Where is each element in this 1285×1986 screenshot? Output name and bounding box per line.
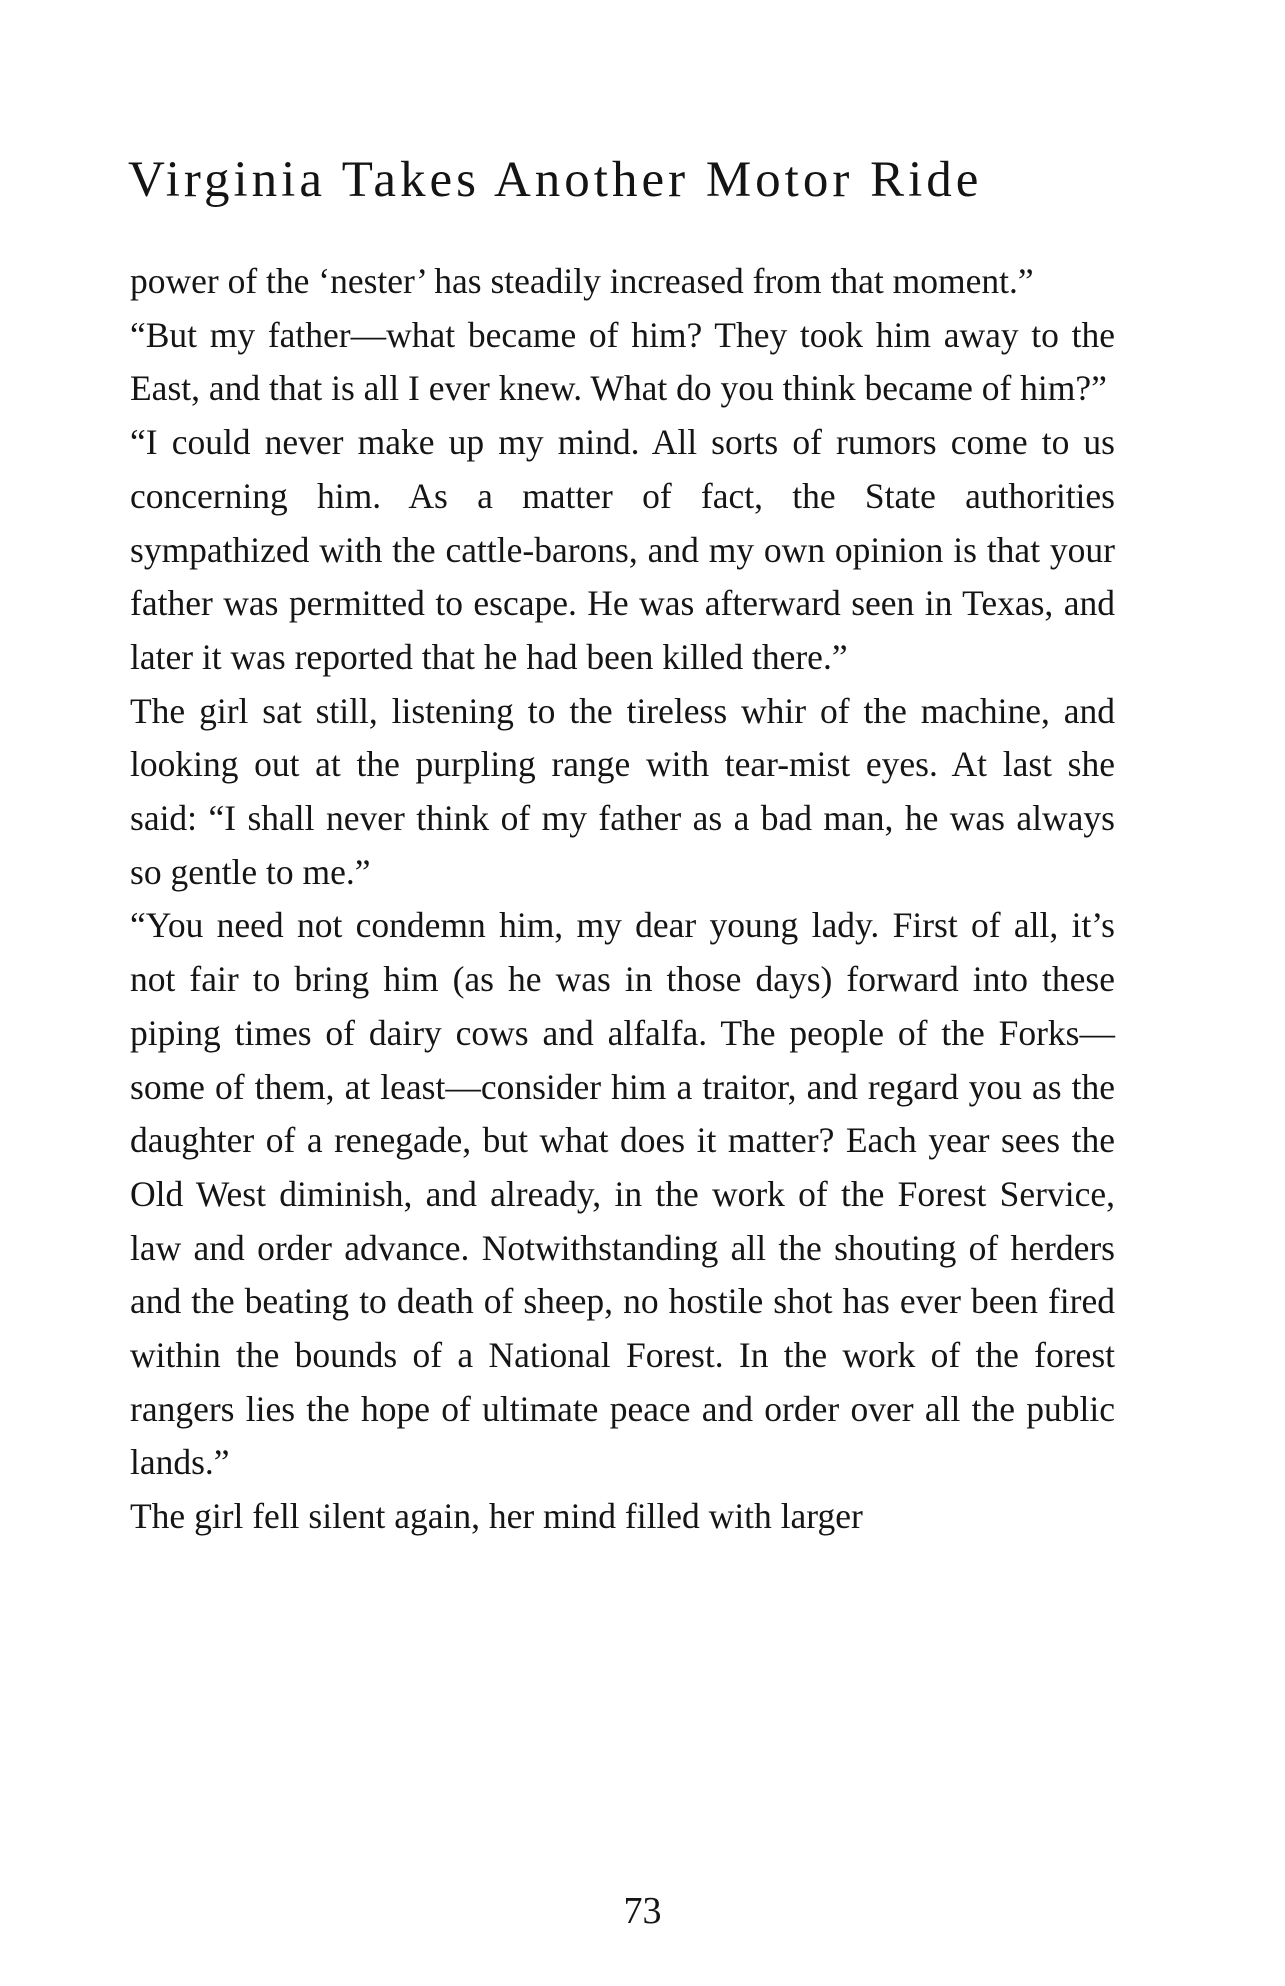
paragraph-condemn: “You need not condemn him, my dear young lady. First of all, it’s not fair to bring him (as he was in those days) forward into these piping times of dairy cows and alfalfa. The people of the Forks—some of them, at least—consider him a traitor, and regard you as the daughter of a renegade, but what does it matter? Each year sees the Old West diminish, and already, in the work of the Forest Service, law and order advance. Notwithstanding all the shouting of herders and the beating to death of sheep, no hostile shot has ever been fired within the bounds of a National Forest. In the work of the forest rangers lies the hope of ultimate peace and order over all the public lands.” [130, 905, 1115, 1483]
paragraph-father-question: “But my father—what became of him? They took him away to the East, and that is all I ever knew. What do you think became of him?” [130, 314, 1115, 409]
paragraph-rumors: “I could never make up my mind. All sorts of rumors come to us concerning him. As a matter of fact, the State authorities sympathized with the cattle-barons, and my own opinion is that your father was permitted to escape. He was afterward seen in Texas, and later it was reported that he had been killed there.” [130, 422, 1115, 677]
page-number: 73 [623, 1890, 662, 1932]
paragraph-girl-silent: The girl fell silent again, her mind filled with larger [130, 1496, 863, 1537]
paragraph-continuation: power of the ‘nester’ has steadily increased from that moment.” [130, 261, 1034, 301]
running-head: Virginia Takes Another Motor Ride [128, 152, 983, 208]
paragraph-girl-listening: The girl sat still, listening to the tireless whir of the machine, and looking out at the purpling range with tear-mist eyes. At last she said: “I shall never think of my father as a bad man, he was always so gentle to me.” [130, 690, 1115, 892]
body-text [130, 255, 1115, 1544]
